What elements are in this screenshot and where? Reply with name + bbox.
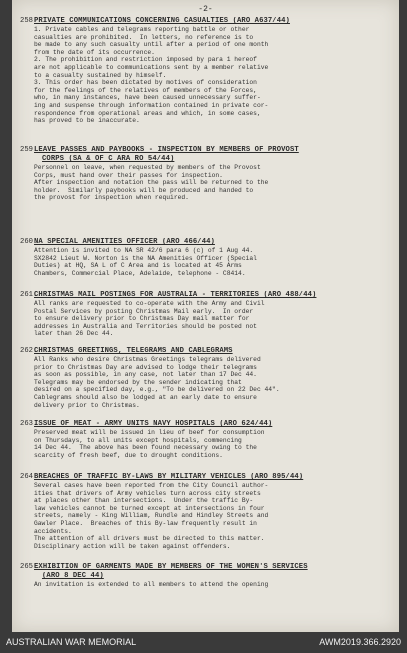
- order-subheading: (ARO 8 DEC 44): [42, 572, 104, 580]
- document-page: [12, 0, 399, 632]
- archive-footer: [0, 632, 407, 653]
- order-item-262: [20, 347, 391, 409]
- order-body: Several cases have been reported from the City Council author- ities that drivers of Army vehicles turn across city streets at places other than intersections. Under the traffic By- law vehicles cannot be turned except at intersections in four streets, namely - King William, Rundle and Hindley Streets and Gawler Place. Breaches of this By-law frequently result in accidents. The attention of all drivers must be directed to this matter. Disciplinary action will be taken against offenders.: [34, 482, 269, 550]
- order-heading: PRIVATE COMMUNICATIONS CONCERNING CASUALTIES (ARO A637/44): [34, 17, 290, 25]
- order-item-264: [20, 473, 391, 550]
- order-subheading: CORPS (SA & OF C ARA RO 54/44): [42, 155, 175, 163]
- order-heading: EXHIBITION OF GARMENTS MADE BY MEMBERS OF THE WOMEN'S SERVICES: [34, 563, 308, 571]
- order-number: 263.: [20, 420, 38, 428]
- order-item-258: [20, 17, 391, 125]
- order-heading: LEAVE PASSES AND PAYBOOKS - INSPECTION BY MEMBERS OF PROVOST: [34, 146, 299, 154]
- order-number: 264.: [20, 473, 38, 481]
- order-number: 261.: [20, 291, 38, 299]
- order-body: Personnel on leave, when requested by members of the Provost Corps, must hand over their passes for inspection. After inspection and notation the pass will be returned to the holder. Similarly paybooks will be produced and handed to the provost for inspection when required.: [34, 164, 269, 202]
- order-number: 260.: [20, 238, 38, 246]
- order-body: An invitation is extended to all members to attend the opening: [34, 581, 269, 588]
- order-body: All Ranks who desire Christmas Greetings telegrams delivered prior to Christmas Day are advised to lodge their telegrams as soon as possible, in any case, not later than 17 Dec 44. Telegrams may be endorsed by the sender indicating that desired on a specified day, e.g., "To be delivered on 22 Dec 44". Cablegrams should also be lodged at an early date to ensure delivery prior to Christmas.: [34, 356, 280, 409]
- order-heading: CHRISTMAS GREETINGS, TELEGRAMS AND CABLEGRAMS: [34, 347, 233, 355]
- archive-reference: AWM2019.366.2920: [319, 637, 401, 647]
- page-number: -2-: [198, 5, 213, 14]
- order-body: All ranks are requested to co-operate with the Army and Civil Postal Services by posting Christmas Mail early. In order to ensure delivery prior to Christmas Day mail matter for addresses in Australia and Territories should be posted not later than 26 Dec 44.: [34, 300, 265, 338]
- order-body: Preserved meat will be issued in lieu of beef for consumption on Thursdays, to all units except hospitals, commencing 14 Dec 44. The above has been found necessary owing to the scarcity of fresh beef, due to drought conditions.: [34, 429, 265, 459]
- order-heading: CHRISTMAS MAIL POSTINGS FOR AUSTRALIA - TERRITORIES (ARO 488/44): [34, 291, 317, 299]
- order-number: 258.: [20, 17, 38, 25]
- order-number: 265.: [20, 563, 38, 571]
- order-item-259: [20, 146, 391, 202]
- order-item-260: [20, 238, 391, 277]
- order-heading: NA SPECIAL AMENITIES OFFICER (ARO 466/44): [34, 238, 215, 246]
- order-heading: ISSUE OF MEAT - ARMY UNITS NAVY HOSPITALS (ARO 624/44): [34, 420, 273, 428]
- order-item-265: [20, 563, 391, 589]
- order-item-263: [20, 420, 391, 459]
- order-heading: BREACHES OF TRAFFIC BY-LAWS BY MILITARY VEHICLES (ARO 895/44): [34, 473, 304, 481]
- order-number: 262.: [20, 347, 38, 355]
- order-number: 259.: [20, 146, 38, 154]
- order-body: 1. Private cables and telegrams reporting battle or other casualties are prohibited. In letters, no reference is to be made to any such casualty until after a period of one month from the date of its occurrence. 2. The prohibition and restriction imposed by para 1 hereof are not applicable to communications sent by a member relative to a casualty sustained by himself. 3. This order has been dictated by motives of consideration for the feelings of the relatives of members of the Forces, who, in many instances, have been caused unnecessary suffer- ing and suspense through information contained in private cor- respondence from operational areas and which, in some cases, has proved to be inaccurate.: [34, 26, 269, 125]
- order-item-261: [20, 291, 391, 338]
- archive-name: AUSTRALIAN WAR MEMORIAL: [6, 637, 137, 647]
- order-body: Attention is invited to NA SR 42/6 para 6 (c) of 1 Aug 44. SX2842 Lieut W. Norton is the NA Amenities Officer (Special Duties) at HQ, SA L of C Area and is located at 45 Arms Chambers, Commercial Place, Adelaide, telephone - C8414.: [34, 247, 257, 277]
